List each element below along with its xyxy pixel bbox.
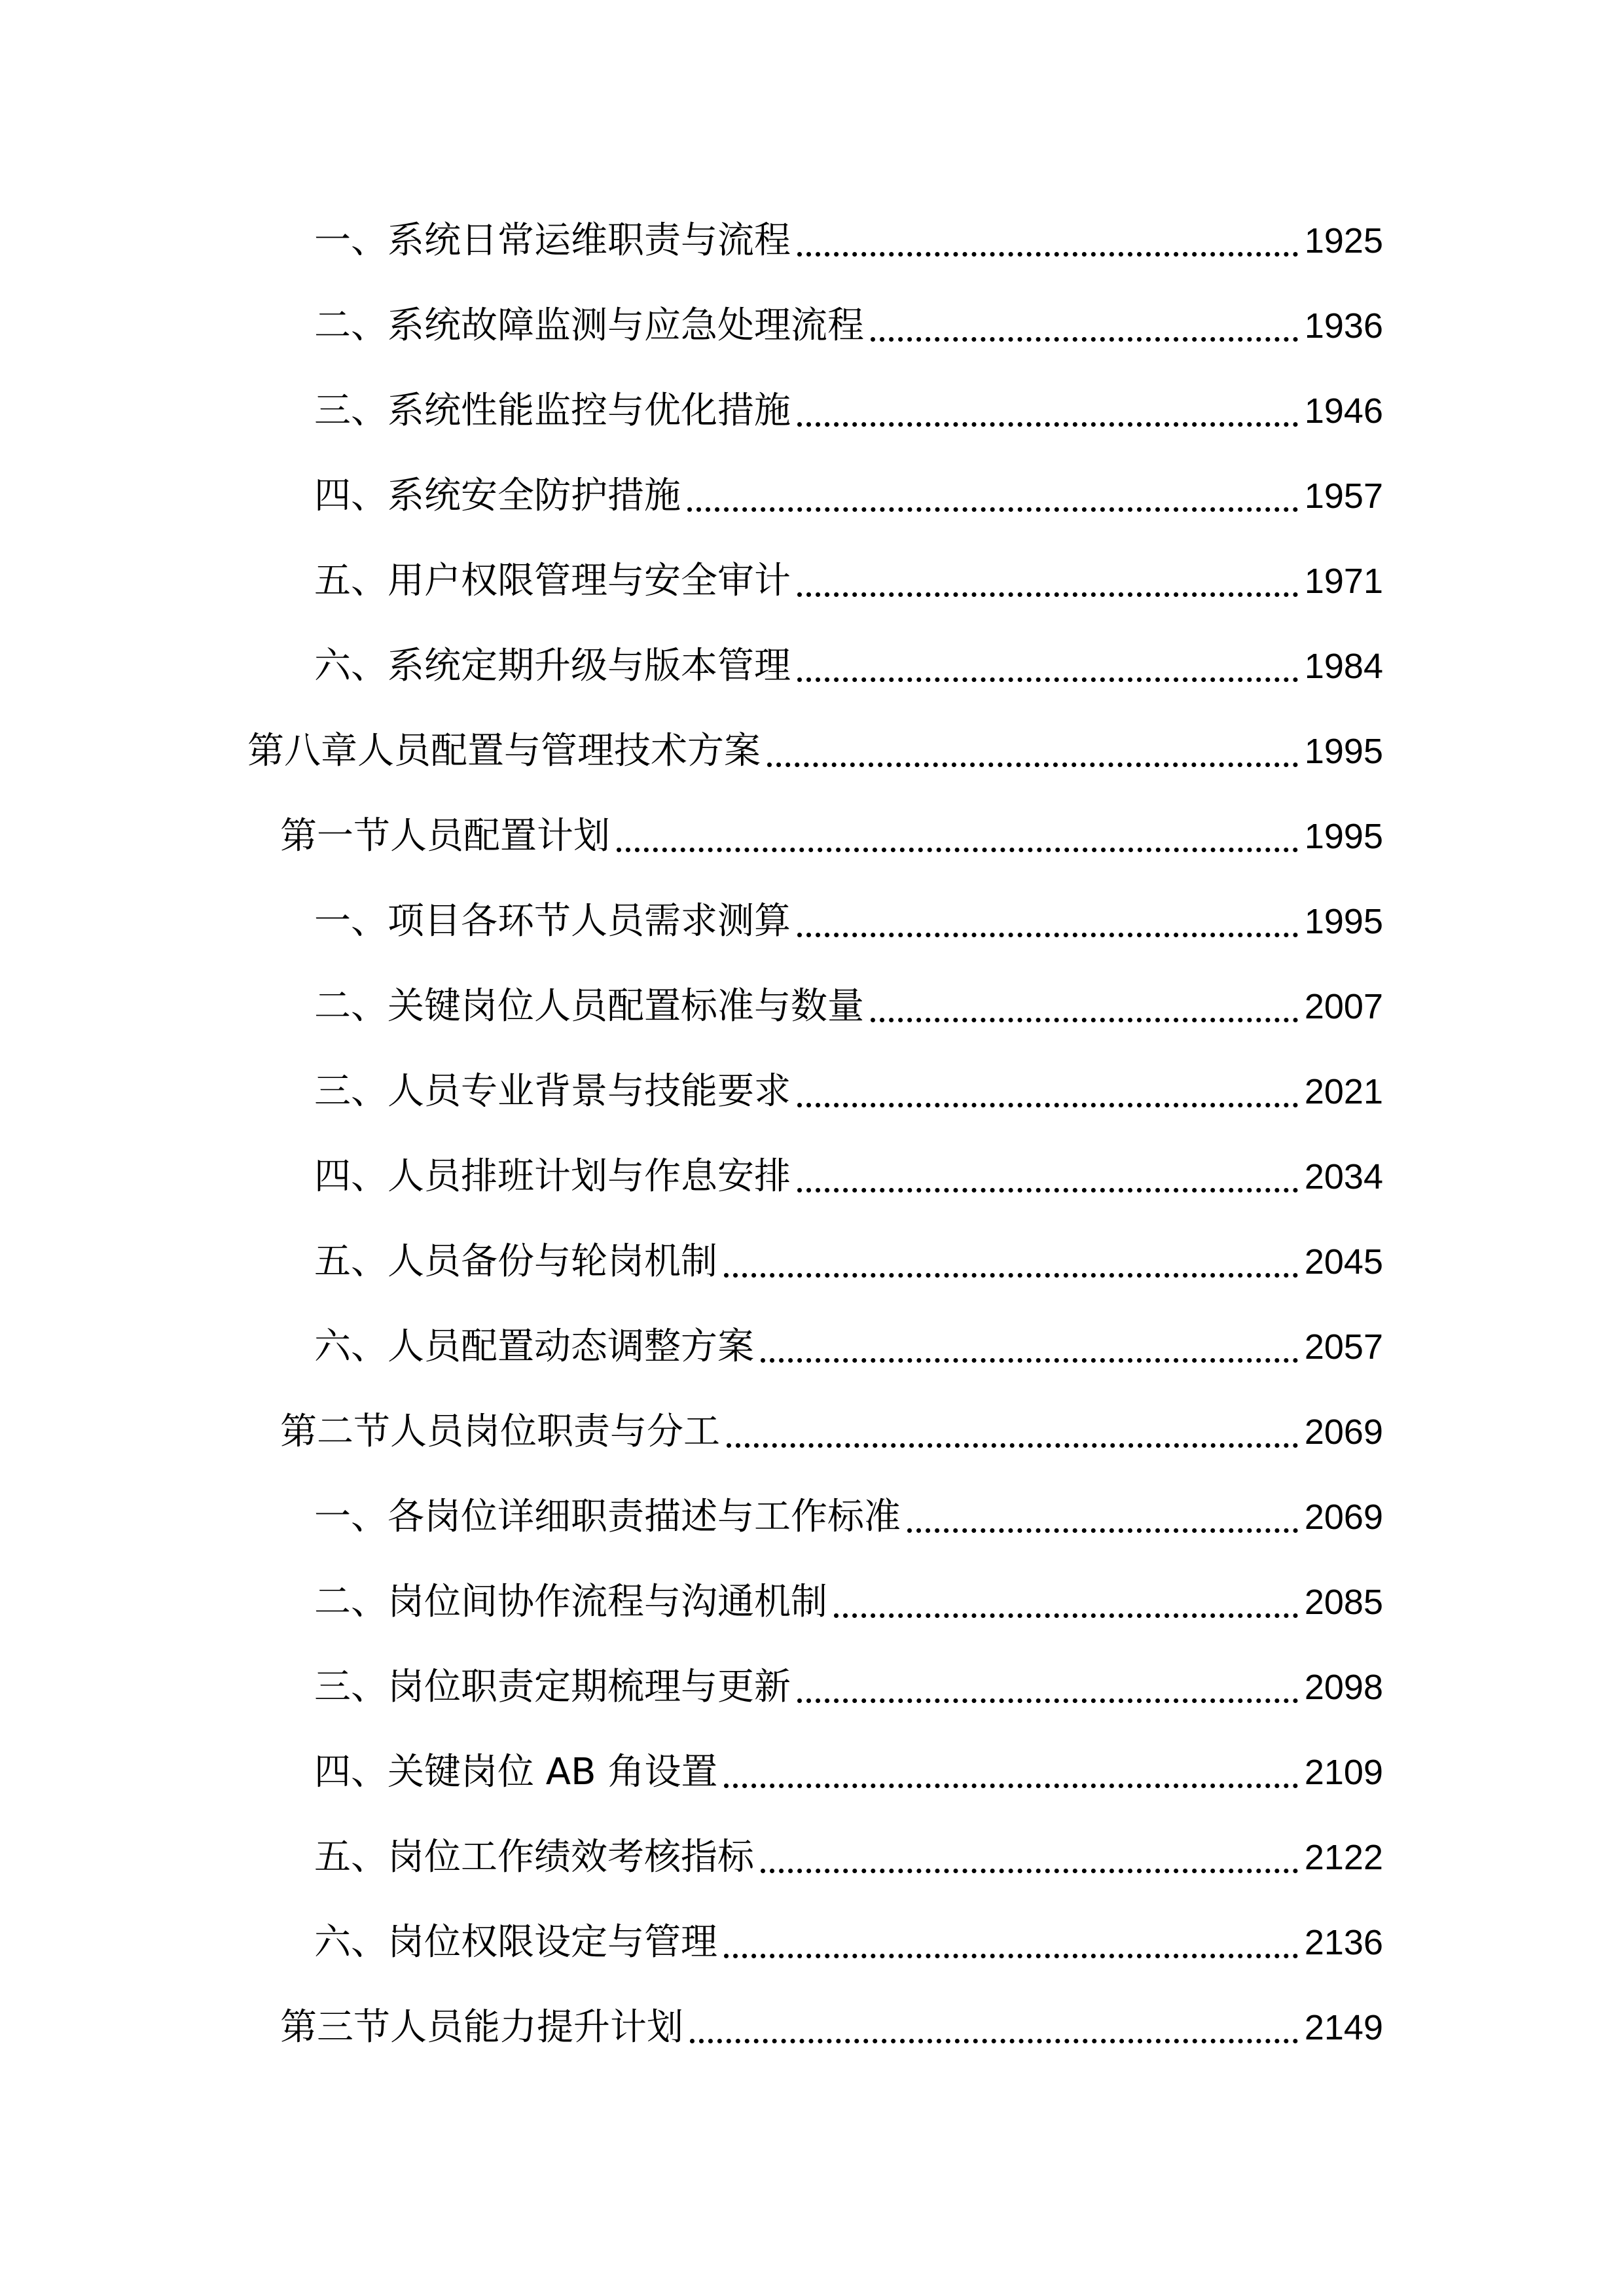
- toc-entry[interactable]: [0, 1475, 1624, 1560]
- toc-entry-title: 五、人员备份与轮岗机制: [314, 1240, 717, 1283]
- toc-entry-title: 三、岗位职责定期梳理与更新: [314, 1666, 791, 1708]
- toc-entry-title: 第三节人员能力提升计划: [280, 2006, 683, 2049]
- dot-leader: [797, 933, 1298, 937]
- toc-entry[interactable]: [0, 368, 1624, 454]
- dot-leader: [797, 1188, 1298, 1193]
- toc-entry-title: 一、项目各环节人员需求测算: [314, 900, 791, 942]
- toc-entry-page: 2122: [1304, 1838, 1383, 1877]
- toc-entry-title: 二、系统故障监测与应急处理流程: [314, 304, 864, 347]
- toc-entry-page: 1984: [1304, 647, 1383, 686]
- dot-leader: [690, 2039, 1298, 2043]
- toc-entry-title: 二、岗位间协作流程与沟通机制: [314, 1581, 827, 1623]
- toc-entry[interactable]: [0, 1049, 1624, 1134]
- toc-entry-page: 2149: [1304, 2008, 1383, 2047]
- toc-entry-title: 第八章人员配置与管理技术方案: [247, 730, 761, 772]
- toc-entry-page: 1995: [1304, 902, 1383, 941]
- dot-leader: [797, 422, 1298, 427]
- dot-leader: [797, 1698, 1298, 1703]
- toc-entry[interactable]: [0, 283, 1624, 368]
- dot-leader: [797, 677, 1298, 682]
- toc-entry-title: 六、人员配置动态调整方案: [314, 1325, 754, 1368]
- toc-entry[interactable]: [0, 1815, 1624, 1900]
- dot-leader: [767, 762, 1298, 767]
- toc-entry-title: 四、人员排班计划与作息安排: [314, 1155, 791, 1198]
- toc-entry-chapter[interactable]: [0, 709, 1624, 794]
- toc-entry[interactable]: [0, 964, 1624, 1049]
- toc-entry-page: 1957: [1304, 476, 1383, 516]
- toc-entry-title: 三、人员专业背景与技能要求: [314, 1070, 791, 1113]
- toc-entry[interactable]: [0, 198, 1624, 283]
- toc-entry[interactable]: [0, 1730, 1624, 1815]
- toc-entry-page: 1971: [1304, 562, 1383, 601]
- toc-entry-page: 2007: [1304, 987, 1383, 1026]
- dot-leader: [724, 1784, 1298, 1788]
- toc-entry-title: 四、系统安全防护措施: [314, 475, 681, 517]
- toc-entry-page: 1946: [1304, 391, 1383, 431]
- toc-entry[interactable]: [0, 454, 1624, 539]
- toc-entry-title: 五、岗位工作绩效考核指标: [314, 1836, 754, 1878]
- dot-leader: [727, 1443, 1298, 1448]
- toc-entry[interactable]: [0, 1134, 1624, 1219]
- dot-leader: [834, 1613, 1298, 1618]
- toc-entry-title: 四、关键岗位 AB 角设置: [314, 1751, 718, 1793]
- toc-entry-title: 一、各岗位详细职责描述与工作标准: [314, 1496, 901, 1538]
- toc-entry-page: 1936: [1304, 306, 1383, 346]
- toc-entry[interactable]: [0, 624, 1624, 709]
- toc-entry-title: 第一节人员配置计划: [280, 815, 610, 857]
- dot-leader: [871, 337, 1298, 342]
- dot-leader: [687, 507, 1298, 512]
- toc-entry-page: 1995: [1304, 732, 1383, 771]
- dot-leader: [871, 1018, 1298, 1022]
- toc-entry-title: 一、系统日常运维职责与流程: [314, 219, 791, 262]
- toc-entry-page: 2109: [1304, 1753, 1383, 1792]
- toc-entry-page: 1995: [1304, 817, 1383, 856]
- toc-entry[interactable]: [0, 539, 1624, 624]
- toc-entry-page: 2136: [1304, 1923, 1383, 1962]
- toc-entry-page: 2085: [1304, 1583, 1383, 1622]
- toc-entry-page: 2045: [1304, 1242, 1383, 1282]
- dot-leader: [724, 1954, 1298, 1958]
- dot-leader: [797, 252, 1298, 257]
- toc-entry-page: 2057: [1304, 1327, 1383, 1367]
- toc-entry[interactable]: [0, 1304, 1624, 1390]
- dot-leader: [761, 1869, 1298, 1873]
- dot-leader: [797, 1103, 1298, 1107]
- toc-entry[interactable]: [0, 879, 1624, 964]
- dot-leader: [907, 1528, 1298, 1533]
- dot-leader: [761, 1358, 1298, 1363]
- dot-leader: [797, 592, 1298, 597]
- toc-entry[interactable]: [0, 1900, 1624, 1985]
- toc-entry[interactable]: [0, 1560, 1624, 1645]
- toc-entry-page: 2021: [1304, 1072, 1383, 1111]
- toc-entry-section[interactable]: [0, 794, 1624, 879]
- toc-entry[interactable]: [0, 1219, 1624, 1304]
- toc-entry-title: 二、关键岗位人员配置标准与数量: [314, 985, 864, 1028]
- toc-entry-title: 六、系统定期升级与版本管理: [314, 645, 791, 687]
- toc-entry-title: 六、岗位权限设定与管理: [314, 1921, 717, 1964]
- toc-entry-page: 2098: [1304, 1668, 1383, 1707]
- toc-entry[interactable]: [0, 1645, 1624, 1730]
- toc-entry-title: 三、系统性能监控与优化措施: [314, 389, 791, 432]
- dot-leader: [724, 1273, 1298, 1278]
- toc-entry-title: 第二节人员岗位职责与分工: [280, 1410, 720, 1453]
- toc-entry-page: 1925: [1304, 221, 1383, 260]
- toc-entry-page: 2069: [1304, 1498, 1383, 1537]
- toc-entry-page: 2034: [1304, 1157, 1383, 1196]
- toc-entry-title: 五、用户权限管理与安全审计: [314, 560, 791, 602]
- dot-leader: [617, 848, 1298, 852]
- toc-entry-section[interactable]: [0, 1985, 1624, 2070]
- toc-entry-section[interactable]: [0, 1390, 1624, 1475]
- toc-entry-page: 2069: [1304, 1412, 1383, 1452]
